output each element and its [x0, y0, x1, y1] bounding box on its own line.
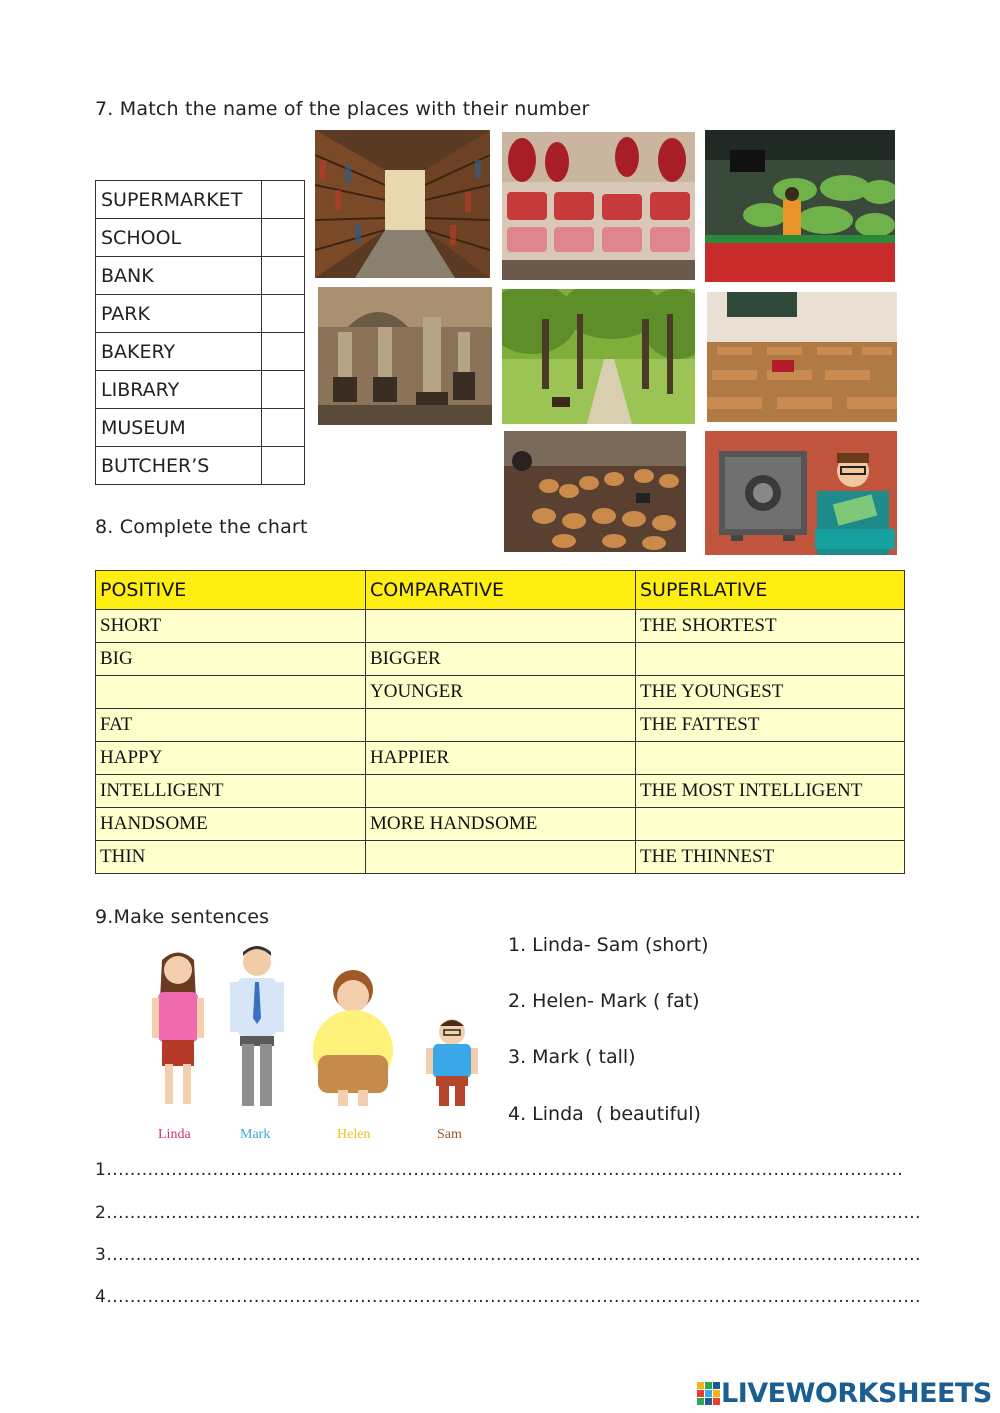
chart-header-row: [96, 571, 905, 610]
prompt-2: 2. Helen- Mark ( fat): [508, 990, 700, 1012]
prompt-3: 3. Mark ( tall): [508, 1046, 636, 1068]
chart-cell-blank[interactable]: [636, 643, 905, 676]
table-row: [96, 257, 305, 295]
table-row: [96, 676, 905, 709]
answer-box[interactable]: [262, 257, 305, 295]
liveworksheets-logo: [697, 1378, 992, 1409]
place-label: BANK: [96, 257, 262, 295]
prompt-1: 1. Linda- Sam (short): [508, 934, 709, 956]
table-row: [96, 808, 905, 841]
section7-heading: 7. Match the name of the places with their number: [95, 98, 590, 120]
section8-heading: 8. Complete the chart: [95, 516, 308, 538]
place-label: LIBRARY: [96, 371, 262, 409]
chart-cell-blank[interactable]: [366, 709, 636, 742]
table-row: [96, 447, 305, 485]
chart-cell: THE MOST INTELLIGENT: [636, 775, 905, 808]
chart-cell-blank[interactable]: [96, 676, 366, 709]
logo-grid-icon: [697, 1382, 721, 1406]
person-name-mark: Mark: [240, 1127, 271, 1142]
answer-box[interactable]: [262, 371, 305, 409]
answer-box[interactable]: [262, 409, 305, 447]
sam-figure: [426, 1019, 478, 1106]
person-name-linda: Linda: [158, 1127, 191, 1142]
answer-box[interactable]: [262, 295, 305, 333]
table-row: [96, 709, 905, 742]
header-superlative: SUPERLATIVE: [636, 571, 905, 610]
chart-cell-blank[interactable]: [636, 742, 905, 775]
answer-line-4[interactable]: 4..........................................................................................................................................: [95, 1287, 922, 1307]
person-name-sam: Sam: [437, 1127, 462, 1142]
chart-cell: FAT: [96, 709, 366, 742]
butcher-photo: [502, 132, 695, 280]
section9-heading: 9.Make sentences: [95, 906, 270, 928]
chart-cell-blank[interactable]: [366, 610, 636, 643]
table-row: [96, 610, 905, 643]
answer-line-2[interactable]: 2..........................................................................................................................................: [95, 1203, 922, 1223]
header-comparative: COMPARATIVE: [366, 571, 636, 610]
table-row: [96, 333, 305, 371]
mark-figure: [230, 946, 284, 1106]
table-row: [96, 775, 905, 808]
answer-box[interactable]: [262, 333, 305, 371]
answer-box[interactable]: [262, 181, 305, 219]
table-row: [96, 643, 905, 676]
table-row: [96, 742, 905, 775]
bakery-photo: [504, 431, 686, 552]
chart-cell: THE FATTEST: [636, 709, 905, 742]
chart-cell: BIGGER: [366, 643, 636, 676]
chart-cell: THE THINNEST: [636, 841, 905, 874]
answer-box[interactable]: [262, 219, 305, 257]
place-label: PARK: [96, 295, 262, 333]
places-table: [95, 180, 305, 485]
chart-cell: YOUNGER: [366, 676, 636, 709]
place-label: SCHOOL: [96, 219, 262, 257]
table-row: [96, 409, 305, 447]
person-name-helen: Helen: [337, 1127, 371, 1142]
table-row: [96, 219, 305, 257]
table-row: [96, 295, 305, 333]
chart-cell: BIG: [96, 643, 366, 676]
table-row: [96, 371, 305, 409]
linda-figure: [152, 953, 204, 1105]
chart-cell-blank[interactable]: [636, 808, 905, 841]
chart-cell: MORE HANDSOME: [366, 808, 636, 841]
chart-cell: THIN: [96, 841, 366, 874]
place-label: BAKERY: [96, 333, 262, 371]
chart-cell: INTELLIGENT: [96, 775, 366, 808]
prompt-4: 4. Linda ( beautiful): [508, 1103, 701, 1125]
chart-cell-blank[interactable]: [366, 841, 636, 874]
brand-name: LIVEWORKSHEETS: [721, 1378, 992, 1409]
chart-cell: THE SHORTEST: [636, 610, 905, 643]
chart-cell-blank[interactable]: [366, 775, 636, 808]
chart-cell: HAPPY: [96, 742, 366, 775]
people-illustration: [150, 940, 490, 1120]
supermarket-photo: [705, 130, 895, 282]
table-row: [96, 181, 305, 219]
comparison-chart: [95, 570, 905, 874]
chart-cell: HANDSOME: [96, 808, 366, 841]
helen-figure: [313, 970, 393, 1106]
place-label: BUTCHER’S: [96, 447, 262, 485]
school-photo: [707, 292, 897, 422]
park-photo: [502, 289, 695, 424]
answer-line-1[interactable]: 1.......................................................................................................................................: [95, 1160, 904, 1180]
header-positive: POSITIVE: [96, 571, 366, 610]
chart-cell: HAPPIER: [366, 742, 636, 775]
chart-cell: SHORT: [96, 610, 366, 643]
bank-illustration: [705, 431, 897, 555]
place-label: SUPERMARKET: [96, 181, 262, 219]
chart-cell: THE YOUNGEST: [636, 676, 905, 709]
museum-photo: [318, 287, 492, 425]
library-photo: [315, 130, 490, 278]
place-label: MUSEUM: [96, 409, 262, 447]
answer-box[interactable]: [262, 447, 305, 485]
answer-line-3[interactable]: 3..........................................................................................................................................: [95, 1245, 922, 1265]
table-row: [96, 841, 905, 874]
